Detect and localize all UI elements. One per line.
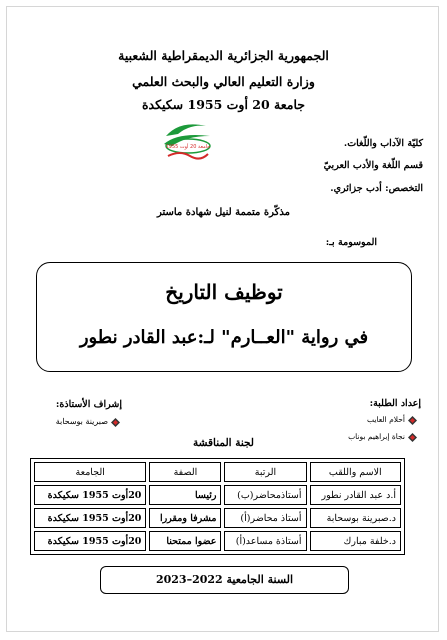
- column-header: الصفة: [149, 462, 221, 482]
- table-cell: د.صبرينة بوسحابة: [310, 508, 401, 528]
- column-header: الرتبة: [224, 462, 306, 482]
- thesis-title-line1: توظيف التاريخ: [165, 280, 283, 304]
- university-heading: جامعة 20 أوت 1955 سكيكدة: [141, 97, 306, 112]
- specialty: التخصص: أدب جزائري.: [330, 183, 423, 194]
- faculty-name: كليّة الآداب واللّغات.: [343, 138, 423, 149]
- students-label: إعداد الطلبة:: [369, 398, 421, 409]
- table-cell: عضوا ممتحنا: [149, 531, 221, 551]
- bullet-icon: [408, 416, 417, 425]
- title-box: [36, 262, 412, 372]
- logo-text: جامعة 20 أوت 1955: [165, 144, 211, 150]
- table-header-row: [34, 462, 401, 482]
- column-header: الاسم واللقب: [310, 462, 401, 482]
- supervisor-label: إشراف الأستاذة:: [55, 399, 122, 410]
- column-header: الجامعة: [34, 462, 146, 482]
- table-cell: أستاذمحاضر(ب): [224, 485, 306, 505]
- republic-heading: الجمهورية الجزائرية الديمقراطية الشعبية: [118, 48, 329, 63]
- table-cell: 20أوت 1955 سكيكدة: [34, 531, 146, 551]
- table-cell: 20أوت 1955 سكيكدة: [34, 485, 146, 505]
- table-cell: د.خلفة مبارك: [310, 531, 401, 551]
- table-row: [34, 485, 401, 505]
- table-cell: مشرفا ومقررا: [149, 508, 221, 528]
- department-name: قسم اللّغة والأدب العربيّ: [323, 160, 423, 171]
- memo-heading: مذكّرة متممة لنيل شهادة ماستر: [156, 207, 291, 218]
- student-name: أحلام العايب: [367, 415, 405, 424]
- titled-label: الموسومة بـ:: [325, 237, 377, 248]
- ministry-heading: وزارة التعليم العالي والبحث العلمي: [132, 74, 315, 89]
- committee-title: لجنة المناقشة: [192, 437, 254, 449]
- table-cell: رئيسا: [149, 485, 221, 505]
- student-item: [367, 415, 417, 425]
- committee-table: [30, 458, 405, 555]
- university-logo: [160, 118, 214, 164]
- supervisor-name: صبرينة بوسحابة: [55, 417, 108, 426]
- table-row: [34, 508, 401, 528]
- student-name: نجاة إبراهيم بوناب: [348, 432, 405, 441]
- thesis-title-line2: في رواية "العــارم" لـ:عبد القادر نطور: [79, 327, 369, 348]
- table-cell: أستاذ محاضر(أ): [224, 508, 306, 528]
- bullet-icon: [111, 418, 120, 427]
- table-row: [34, 531, 401, 551]
- academic-year: السنة الجامعية 2022–2023: [100, 566, 349, 594]
- table-cell: 20أوت 1955 سكيكدة: [34, 508, 146, 528]
- supervisor-item: [56, 417, 120, 427]
- table-cell: أستاذة مساعد(أ): [224, 531, 306, 551]
- table-cell: أ.د عبد القادر نطور: [310, 485, 401, 505]
